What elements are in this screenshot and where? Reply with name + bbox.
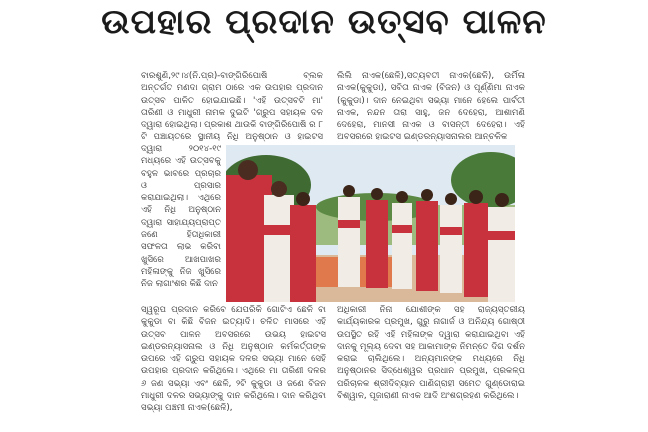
article-column-right-top xyxy=(337,70,525,142)
news-photo xyxy=(226,145,515,302)
news-photo-illustration xyxy=(226,145,515,302)
article-column-right-bottom xyxy=(337,304,525,420)
article-column-narrow xyxy=(141,143,221,303)
article-paragraph: ବାରଶୁଣି,୨୯।୪(ନି.ପ୍ର)-ବାଙ୍ଗିରିପୋଷି ବ୍ଲକ ଅନ୍ତର୍ଗତ ମଣଦା ଗ୍ରାମ ଠାରେ ଏକ ଉପହାର ପ୍ରଦାନ ଉତ୍ସବ ପାଳିତ ହୋଇଯାଇଛି। 'ଏହି ଉତ୍ସବଟି ମା' ତାରିଣୀ ଓ ମାଧୁରୀ ନାମକ ଦୁଇଟି 'ଗ୍ରୁପ ସହାୟକ ଦଳ ଦ୍ୱାରା ହୋଇଥିଲା। ପ୍ରକାଶ ଥାଉକି ବାଙ୍ଗିରିପୋଷି ର ୮ ଟି ପଞ୍ଚାୟତରେ ସ୍ଥାନୀୟ ନିଧି ଅନୁଷ୍ଠାନ ଓ ହାଇଟସ xyxy=(141,71,323,142)
article-paragraph: ଅଧିକାରୀ ନିନା ଯୋଶୀଙ୍କ ସହ ରାଜ୍ୟସ୍ତରୀୟ କାର୍ଯ୍ୟକାରକ ପ୍ରମୁଖ, ଗୁରୁ ନାଗାର୍ଜ ଓ ଅନିନ୍ଦ୍ୟ ଗୋଷ୍ଠୀ ଉପସ୍ଥିତ ରହି ଏହି ମହିଳାଙ୍କ ଦ୍ୱାରା କରାଯାଇଥିବା ଏହି ଦାନକୁ ମୂଲ୍ୟ ଦେବା ସହ ଆକାମାଙ୍କ ନିମନ୍ତେ ଦିଗ ଦର୍ଶନ କରାଇ ଚାଲିଥିଲେ। ଅନ୍ୟମାନଙ୍କ ମଧ୍ୟରେ ନିଧି ଅନୁଷ୍ଠାନର ସିଦ୍ଧେଶ୍ୱର ପ୍ରଧାନ ପ୍ରମୁଖ, ପ୍ରକଳ୍ପ ପରିଚାଳକ ଶ୍ରୀଦିବ୍ୟାନ ପାଣିଗ୍ରାହୀ ସମେତ ଗୁଣ୍ଡୋରାଇ ବିଶ୍ୱାଳ, ପୂଜାରାଣୀ ନାଏକ ଆଦି ଅଂଶଗ୍ରହଣ କରିଥିଲେ। xyxy=(337,305,525,402)
article-column-left-bottom xyxy=(141,304,326,420)
article-column-left-top xyxy=(141,70,323,142)
article-paragraph: ସ୍ୱରୂପ ପ୍ରଦାନ କରିବେ ଯେପରିକି ଗୋଟିଏ ଛେଳି ବା କୁକୁଡା ବା କିଛି ବିଜନ ଇତ୍ୟାଦି। ଚଳିତ ମାସରେ ଏହି ଉତ୍ସବ ପାଳନ ଅବସରରେ ଉଭୟ ହାଇଟସ ଇଣ୍ଡରନ୍ୟାସନାଲ ଓ ନିଧି ଅନୁଷ୍ଠାନ କର୍ମକର୍ତ୍ତାଙ୍କ ଉପରେ ଏହି ଗ୍ରୁପ ସହାୟକ ଦଳର ସଭ୍ୟା ମାନେ ସେହି ଉପହାର ପ୍ରଦାନ କରିଥିଲେ। ଏଥିରେ ମା ତାରିଣୀ ଦଳର ୬ ଜଣ ସଭ୍ୟା ଏବଂ ଛେଳି, ୨ଟି କୁକୁଡା ଓ ଜଣେ ବିଜନ ମାଧୁରୀ ଦଳର ସଭ୍ୟାଙ୍କୁ ଦାନ କରିଥିଲେ। ଦାନ କରିଥିବା ସଭ୍ୟା ପଞ୍ଚମୀ ନାଏକ(ଛେଳି), xyxy=(141,305,326,414)
article-paragraph: ଲିଲି ନାଏକ(ଛେଳି),ସତ୍ୟବତୀ ନାଏକ(ଛେଳି), ଉର୍ମିଳା ନାଏକ(କୁକୁଡା), ସବିତା ନାଏକ (ବିଜନ) ଓ ପୂର୍ଣ୍ଣିମା ନାଏକ (କୁକୁଡା)। ଦାନ ନେଇଥିବା ସଭ୍ୟା ମାନେ ହେଲେ ପାର୍ବତୀ ନାଏକ, ନନ୍ଦନ ତାରା ସାହୁ, ଜନ ଦେହେରା, ଆଶାମଣି ଦେହେରା, ମାନସୀ ନାଏକ ଓ ବାସନ୍ତୀ ଦେହେରା। ଏହି ଅବସରରେ ହାଇଟସ ଇଣ୍ଡରନ୍ୟାସନାଲର ଆନ୍ଚଳିକ xyxy=(337,71,525,142)
headline: ଉପହାର ପ୍ରଦାନ ଉତ୍ସବ ପାଳନ xyxy=(101,2,547,42)
article-paragraph: ଦ୍ୱାରା ୨୦୧୪-୧୯ ମଧ୍ୟରେ ଏହି ଉତ୍ସବକୁ ବହୁଳ ଭାବରେ ପ୍ରଚାର ଓ ପ୍ରସାର କରାଯାଇଥିଲା। ଏଥିରେ ଏହି ନିଧି ଅନୁଷ୍ଠାନ ଦ୍ୱାରା ସାହାଯ୍ୟପ୍ରାପ୍ତ ଜଣେ ହିତାଧିକାରୀ ସଫଳତା ଲାଭ କରିବା ଖୁସିରେ ଆଖପାଖର ମହିଳାଙ୍କୁ ନିଜ ଖୁସିରେ ନିଜ ଲାଗାଂଶର କିଛି ଦାନ xyxy=(141,144,221,290)
